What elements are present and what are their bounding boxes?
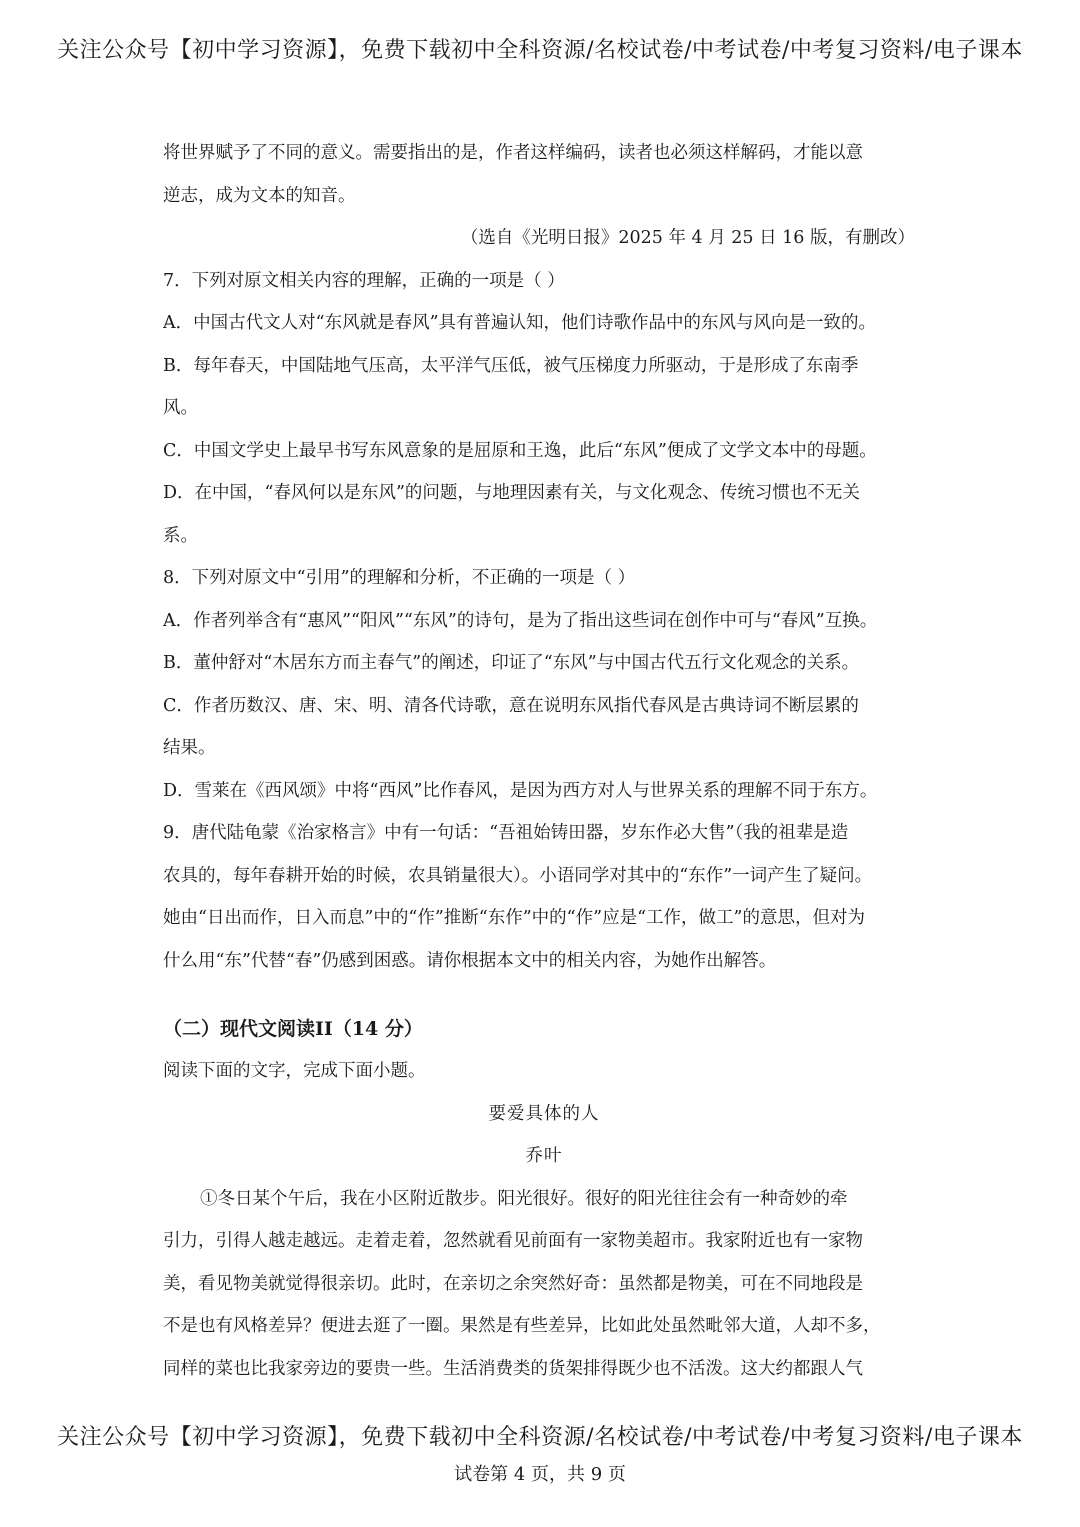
article-author: 乔叶 (525, 1146, 563, 1166)
page-content (163, 132, 925, 1390)
question-8-option-c: C．作者历数汉、唐、宋、明、清各代诗歌，意在说明东风指代春风是古典诗词不断层累的 (163, 695, 859, 716)
passage-end-line: 将世界赋予了不同的意义。需要指出的是，作者这样编码，读者也必须这样解码，才能以意 (163, 143, 863, 163)
question-9-line: 她由“日出而作，日入而息”中的“作”推断“东作”中的“作”应是“工作，做工”的意思，但对为 (163, 908, 865, 928)
article-paragraph-line: 不是也有风格差异？便进去逛了一圈。果然是有些差异，比如此处虽然毗邻大道，人却不多， (163, 1316, 881, 1336)
question-9-line: 农具的，每年春耕开始的时候，农具销量很大）。小语同学对其中的“东作”一词产生了疑问。 (163, 865, 873, 886)
question-9-line: 什么用“东”代替“春”仍感到困惑。请你根据本文中的相关内容，为她作出解答。 (163, 950, 777, 971)
passage-source: （选自《光明日报》2025 年 4 月 25 日 16 版，有删改） (460, 228, 915, 248)
question-7-option-c: C．中国文学史上最早书写东风意象的是屈原和王逸，此后“东风”便成了文学文本中的母题。 (163, 440, 877, 461)
question-7-option-a: A．中国古代文人对“东风就是春风”具有普遍认知，他们诗歌作品中的东风与风向是一致的。 (163, 313, 877, 333)
question-8-stem: 8．下列对原文中“引用”的理解和分析，不正确的一项是（ ） (163, 568, 636, 588)
article-paragraph-line: 同样的菜也比我家旁边的要贵一些。生活消费类的货架排得既少也不活泼。这大约都跟人气 (163, 1358, 863, 1379)
article-title: 要爱具体的人 (488, 1103, 600, 1124)
question-9-line: 9．唐代陆龟蒙《治家格言》中有一句话：“吾祖始铸田器，岁东作必大售”（我的祖辈是造 (163, 823, 849, 843)
header-banner: 关注公众号【初中学习资源】，免费下载初中全科资源/名校试卷/中考试卷/中考复习资料/电子课本 (57, 38, 1023, 63)
question-8-option-a: A．作者列举含有“惠风”“阳风”“东风”的诗句，是为了指出这些词在创作中可与“春风”互换。 (163, 610, 878, 631)
article-paragraph-line: 美，看见物美就觉得很亲切。此时，在亲切之余突然好奇：虽然都是物美，可在不同地段是 (163, 1273, 863, 1294)
question-8-option-c-cont: 结果。 (163, 738, 216, 758)
question-7-option-b: B．每年春天，中国陆地气压高，太平洋气压低，被气压梯度力所驱动，于是形成了东南季 (163, 355, 859, 376)
page-number: 试卷第 4 页，共 9 页 (454, 1464, 626, 1485)
section-instruction: 阅读下面的文字，完成下面小题。 (163, 1061, 426, 1081)
passage-end-line: 逆志，成为文本的知音。 (163, 185, 356, 206)
question-8-option-d: D．雪莱在《西风颂》中将“西风”比作春风，是因为西方对人与世界关系的理解不同于东方。 (163, 780, 878, 801)
question-7-stem: 7．下列对原文相关内容的理解，正确的一项是（ ） (163, 270, 565, 291)
question-7-option-d: D．在中国，“春风何以是东风”的问题，与地理因素有关，与文化观念、传统习惯也不无关 (163, 483, 860, 503)
article-paragraph-line: 引力，引得人越走越远。走着走着，忽然就看见前面有一家物美超市。我家附近也有一家物 (163, 1231, 863, 1251)
question-8-option-b: B．董仲舒对“木居东方而主春气”的阐述，印证了“东风”与中国古代五行文化观念的关系。 (163, 653, 860, 673)
section-title: （二）现代文阅读II（14 分） (163, 1018, 423, 1040)
article-paragraph-line: ①冬日某个午后，我在小区附近散步。阳光很好。很好的阳光往往会有一种奇妙的牵 (200, 1188, 848, 1209)
question-7-option-b-cont: 风。 (163, 398, 198, 418)
question-7-option-d-cont: 系。 (163, 525, 198, 546)
footer-banner: 关注公众号【初中学习资源】，免费下载初中全科资源/名校试卷/中考试卷/中考复习资料/电子课本 (57, 1425, 1023, 1450)
